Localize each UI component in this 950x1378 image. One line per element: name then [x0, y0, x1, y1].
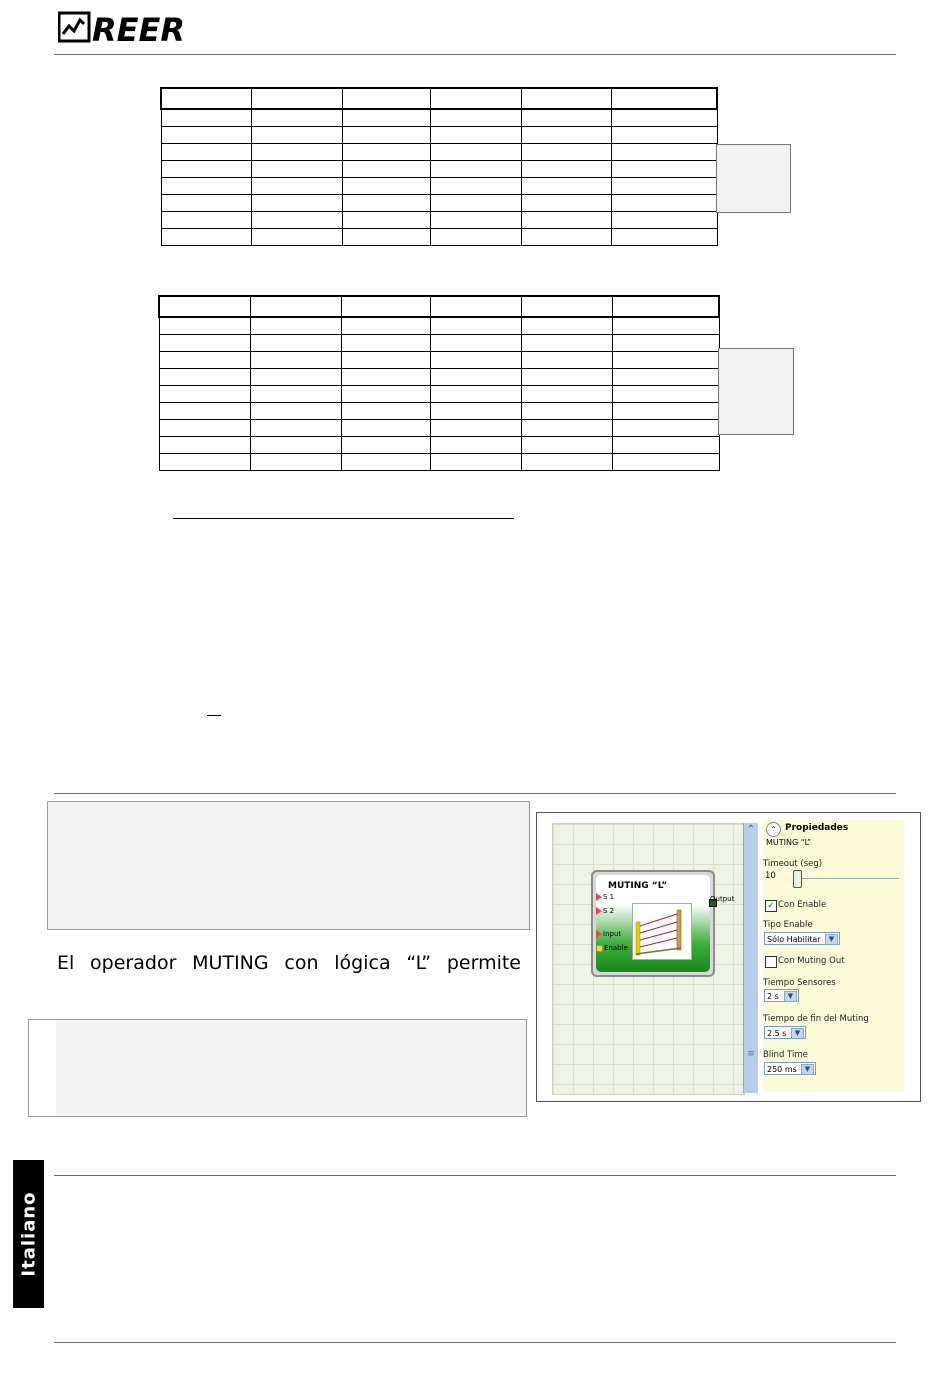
language-tab	[13, 1160, 44, 1308]
pin-enable[interactable]: Enable	[596, 944, 628, 952]
tiempo-sensores-select[interactable]: 2 s ▼	[764, 989, 799, 1002]
reer-logo	[58, 8, 188, 46]
design-canvas[interactable]	[552, 823, 745, 1095]
timeout-value: 10	[765, 871, 776, 881]
table-row	[159, 403, 719, 420]
properties-subtitle: MUTING “L”	[766, 838, 812, 847]
logo-text: REER	[92, 11, 185, 46]
timeout-slider-track[interactable]	[799, 878, 899, 879]
scroll-grip-icon[interactable]: ≡	[747, 1049, 755, 1059]
con-enable-checkbox[interactable]: ✓	[765, 900, 777, 912]
language-tab-label: Italiano	[18, 1191, 39, 1277]
properties-header: Propiedades	[785, 823, 849, 833]
pin-square-icon	[596, 945, 603, 952]
muting-l-block[interactable]	[591, 870, 715, 977]
con-enable-label: Con Enable	[778, 900, 827, 910]
note-box-top	[47, 801, 530, 930]
table-row	[159, 335, 719, 352]
table-row	[159, 386, 719, 403]
light-curtain-icon	[632, 903, 692, 960]
note-box-bottom	[28, 1019, 527, 1117]
table-row	[161, 161, 717, 178]
section-rule	[54, 793, 896, 794]
table-1-side-note	[716, 144, 791, 213]
chevron-down-icon[interactable]: ▼	[791, 1028, 804, 1039]
properties-panel	[763, 820, 904, 1092]
header-rule	[54, 54, 896, 55]
output-label: Output	[710, 895, 735, 903]
pin-input[interactable]: Input	[596, 930, 621, 938]
table-row	[161, 229, 717, 246]
tipo-enable-label: Tipo Enable	[763, 920, 813, 930]
underline-mark	[207, 715, 221, 716]
tipo-enable-select[interactable]: Sólo Habilitar ▼	[764, 932, 840, 945]
block-title: MUTING “L”	[608, 881, 668, 891]
table-row	[159, 454, 719, 471]
chevron-down-icon[interactable]: ▼	[784, 991, 797, 1002]
tiempo-sensores-label: Tiempo Sensores	[763, 978, 836, 988]
blind-time-label: Blind Time	[763, 1050, 808, 1060]
software-screenshot	[536, 812, 921, 1102]
table-row	[161, 127, 717, 144]
pin-s1[interactable]: S 1	[596, 893, 614, 901]
con-muting-out-checkbox[interactable]	[765, 956, 777, 968]
table-row	[159, 420, 719, 437]
table-row	[161, 144, 717, 161]
chevron-up-icon[interactable]: ⌃	[746, 824, 756, 835]
table-2	[158, 295, 720, 471]
table-row	[161, 109, 717, 127]
table-row	[161, 212, 717, 229]
table-row	[159, 317, 719, 335]
body-paragraph: El operador MUTING con lógica “L” permite	[57, 952, 521, 974]
timeout-label: Timeout (seg)	[763, 859, 823, 869]
pin-s2[interactable]: S 2	[596, 907, 614, 915]
table-row	[159, 369, 719, 386]
blind-time-select[interactable]: 250 ms ▼	[764, 1062, 816, 1075]
pin-arrow-icon	[596, 893, 602, 901]
table-header-row	[159, 296, 719, 317]
section-underline	[173, 518, 514, 519]
table-row	[159, 352, 719, 369]
footer-rule-bottom	[54, 1342, 896, 1343]
canvas-scrollbar[interactable]	[743, 823, 758, 1093]
con-muting-out-label: Con Muting Out	[778, 956, 845, 966]
table-2-side-note	[718, 348, 794, 435]
table-row	[159, 437, 719, 454]
table-1	[160, 87, 718, 246]
tiempo-fin-label: Tiempo de fin del Muting	[763, 1014, 869, 1024]
note-box-fill	[56, 1020, 526, 1116]
timeout-slider-thumb[interactable]	[793, 870, 802, 888]
pin-arrow-icon	[596, 907, 602, 915]
pin-arrow-icon	[596, 930, 602, 938]
footer-rule-top	[54, 1175, 896, 1176]
collapse-icon[interactable]: ⌃	[766, 822, 781, 837]
chevron-down-icon[interactable]: ▼	[825, 934, 838, 945]
table-header-row	[161, 88, 717, 109]
tiempo-fin-select[interactable]: 2.5 s ▼	[764, 1026, 806, 1039]
chevron-down-icon[interactable]: ▼	[801, 1064, 814, 1075]
table-row	[161, 195, 717, 212]
table-row	[161, 178, 717, 195]
